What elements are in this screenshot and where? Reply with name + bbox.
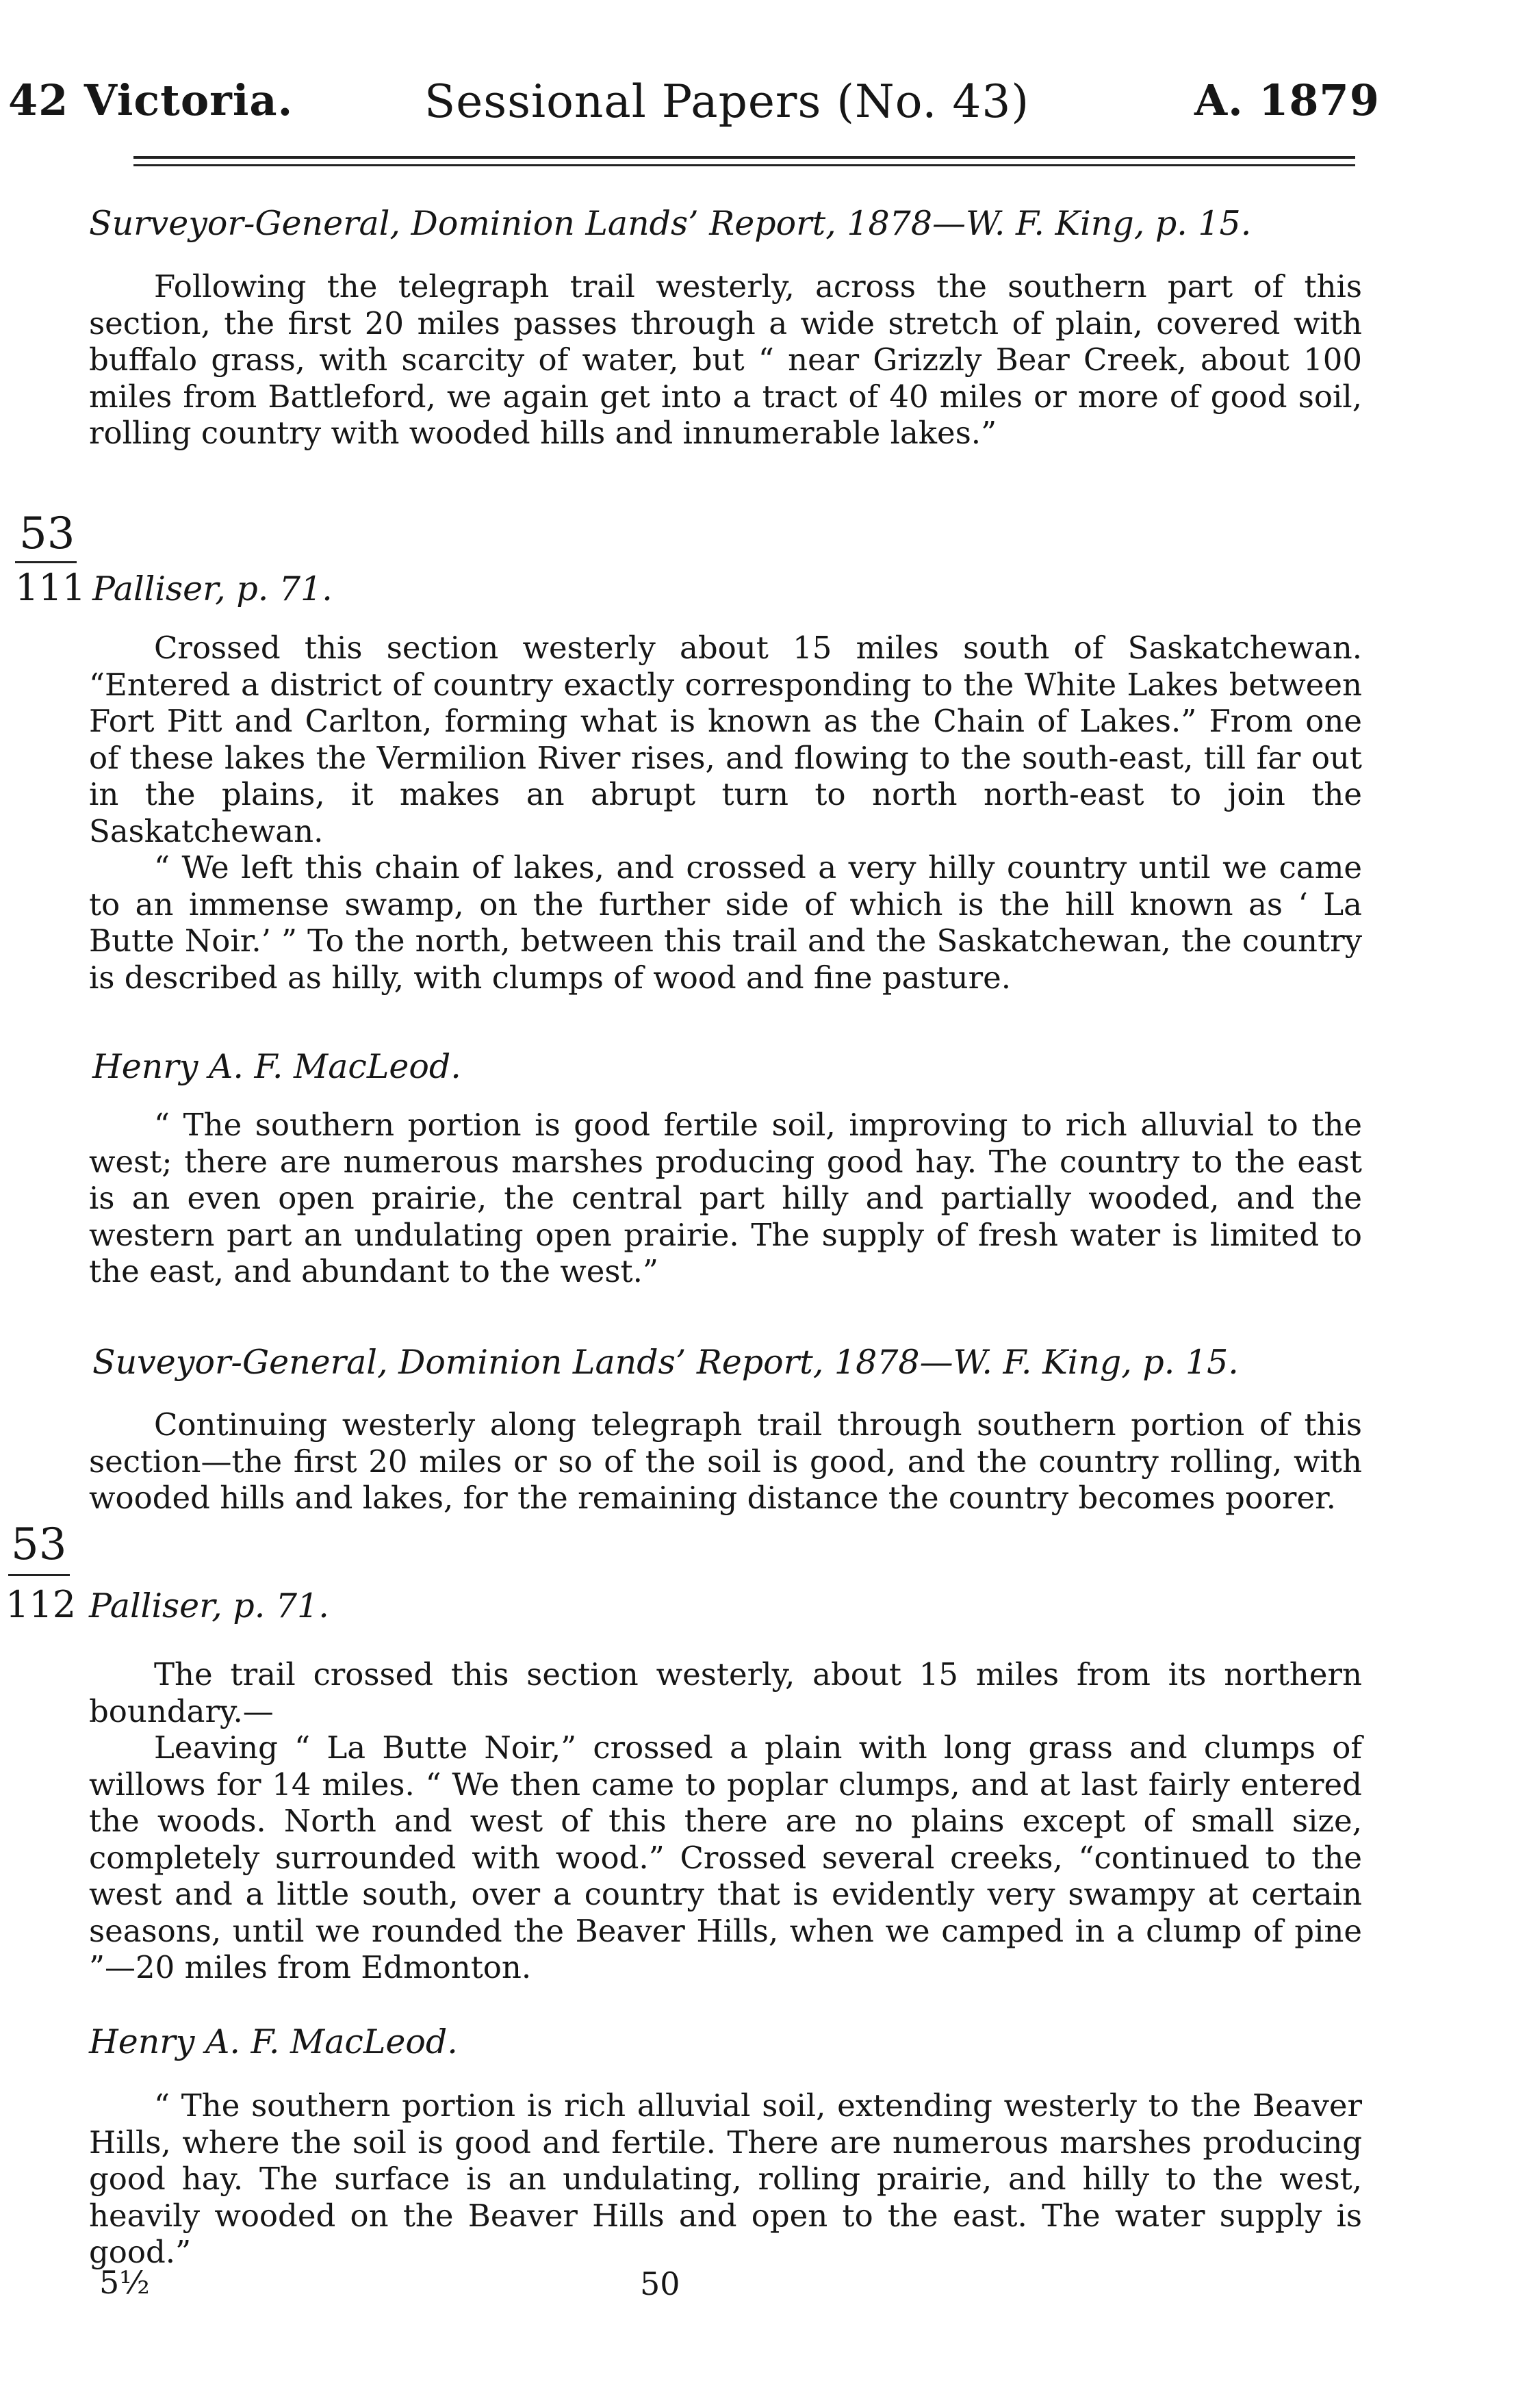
section-caption: Palliser, p. 71. (92, 569, 333, 608)
section-caption: Henry A. F. MacLeod. (92, 1047, 461, 1086)
margin-township-number: 53 (19, 509, 75, 559)
header-title: Sessional Papers (No. 43) (424, 75, 1030, 128)
header-year: A. 1879 (1194, 75, 1380, 125)
section-paragraph: Crossed this section westerly about 15 miles south of Saskatchewan. “Entered a district of country exactly corresponding to the White Lakes between Fort Pitt and Carlton, forming what is known as the Chain of Lakes.” From one of these lakes the Vermilion River rises, and flowing to the south-east, till far out in the plains, it makes an abrupt turn to north north-east to join the Saskatchewan. (89, 630, 1362, 849)
section-paragraph: Continuing westerly along telegraph trail through southern portion of this section—the first 20 miles or so of the soil is good, and the country rolling, with wooded hills and lakes, for the remaining distance the country becomes poorer. (89, 1406, 1362, 1516)
section-paragraph: Leaving “ La Butte Noir,” crossed a plain with long grass and clumps of willows for 14 miles. “ We then came to poplar clumps, and at last fairly entered the woods. North and west of this there are no plains except of small size, completely surrounded with wood.” Crossed several creeks, “continued to the west and a little south, over a country that is evidently very swampy at certain seasons, until we rounded the Beaver Hills, when we camped in a clump of pine ”—20 miles from Edmonton. (89, 1729, 1362, 1985)
margin-township-number: 53 (11, 1519, 67, 1570)
header-rule-top (133, 156, 1355, 159)
page-number: 50 (640, 2265, 680, 2302)
section-paragraph: “ We left this chain of lakes, and crossed a very hilly country until we came to an immense swamp, on the further side of which is the hill known as ‘ La Butte Noir.’ ” To the north, between this trail and the Saskatchewan, the country is described as hilly, with clumps of wood and fine pasture. (89, 849, 1362, 996)
margin-fraction-line (15, 561, 77, 563)
section-paragraph: “ The southern portion is rich alluvial soil, extending westerly to the Beaver Hills, where the soil is good and fertile. There are numerous marshes producing good hay. The surface is an undulating, rolling prairie, and hilly to the west, heavily wooded on the Beaver Hills and open to the east. The water supply is good.” (89, 2087, 1362, 2270)
margin-fraction-line (8, 1574, 70, 1576)
margin-range-number: 111 (15, 566, 86, 609)
margin-range-number: 112 (5, 1583, 77, 1626)
section-caption: Palliser, p. 71. (89, 1586, 329, 1625)
section-paragraph: “ The southern portion is good fertile soil, improving to rich alluvial to the west; there are numerous marshes producing good hay. The country to the east is an even open prairie, the central part hilly and partially wooded, and the western part an undulating open prairie. The supply of fresh water is limited to the east, and abundant to the west.” (89, 1107, 1362, 1289)
section-paragraph: Following the telegraph trail westerly, across the southern part of this section, the first 20 miles passes through a wide stretch of plain, covered with buffalo grass, with scarcity of water, but “ near Grizzly Bear Creek, about 100 miles from Battleford, we again get into a tract of 40 miles or more of good soil, rolling country with wooded hills and innumerable lakes.” (89, 268, 1362, 451)
header-volume: 42 Victoria. (8, 75, 294, 125)
section-caption: Surveyor-General, Dominion Lands’ Report, 1878—W. F. King, p. 15. (89, 204, 1252, 243)
section-paragraph: The trail crossed this section westerly, about 15 miles from its northern boundary.— (89, 1656, 1362, 1729)
header-rule-bottom (133, 164, 1355, 166)
signature-mark: 5½ (99, 2264, 150, 2301)
section-caption: Henry A. F. MacLeod. (89, 2022, 458, 2061)
section-caption: Suveyor-General, Dominion Lands’ Report, 1878—W. F. King, p. 15. (92, 1343, 1239, 1382)
